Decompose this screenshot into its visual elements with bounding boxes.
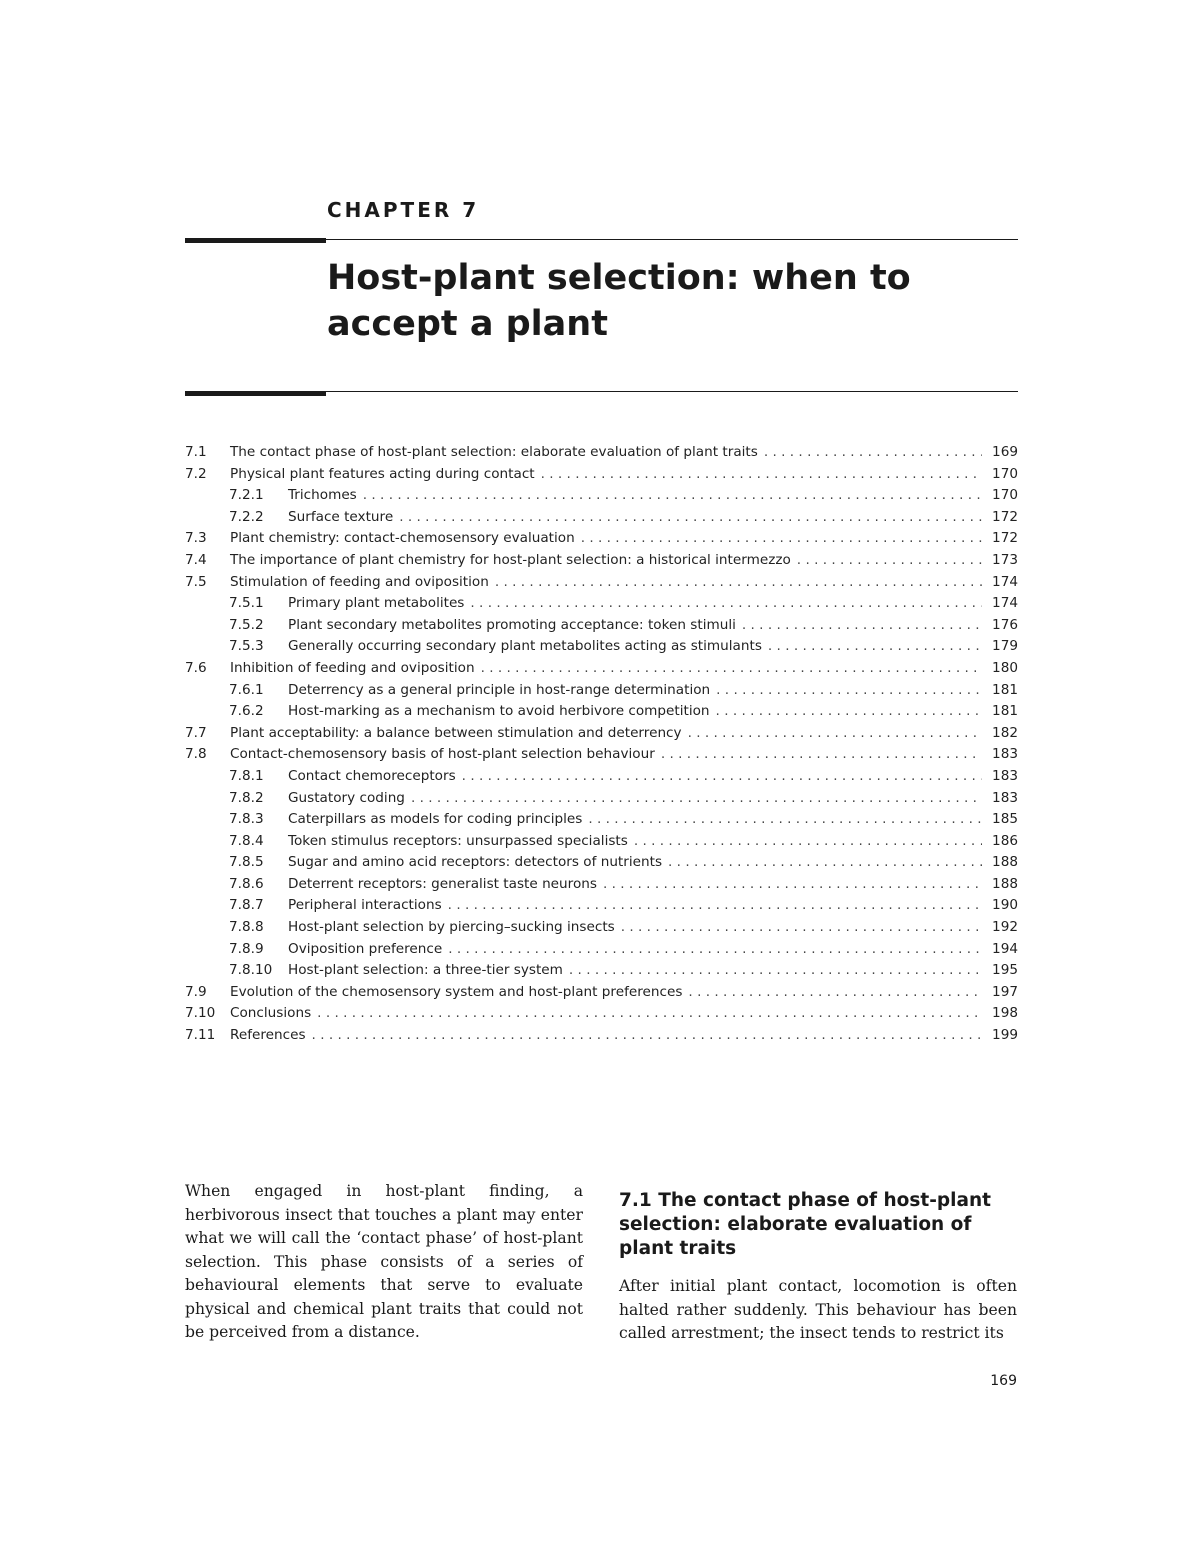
toc-entry-number: 7.5.3 — [229, 638, 264, 655]
toc-entry-title: References — [230, 1027, 306, 1044]
toc-entry-leader — [470, 595, 982, 611]
toc-entry-page: 198 — [992, 1005, 1018, 1022]
toc-entry-number: 7.2 — [185, 465, 207, 482]
toc-entry-page: 183 — [992, 767, 1018, 784]
toc-entry-leader — [448, 941, 982, 957]
toc-entry-page: 170 — [992, 465, 1018, 482]
toc-entry — [185, 466, 1018, 488]
toc-entry — [185, 682, 1018, 704]
section-paragraph: After initial plant contact, locomotion is often halted rather suddenly. This behaviour has been called arrestment; the insect tends to restrict its — [619, 1277, 1017, 1342]
toc-entry — [185, 746, 1018, 768]
toc-entry — [185, 444, 1018, 466]
toc-entry-page: 181 — [992, 703, 1018, 720]
toc-entry-title: Caterpillars as models for coding principles — [288, 811, 583, 828]
toc-entry-page: 180 — [992, 659, 1018, 676]
toc-entry-number: 7.10 — [185, 1005, 216, 1022]
toc-entry-leader — [768, 638, 982, 654]
toc-entry-leader — [797, 552, 982, 568]
toc-entry — [185, 790, 1018, 812]
toc-entry-number: 7.8.5 — [229, 854, 264, 871]
toc-entry-leader — [603, 876, 982, 892]
toc-entry-number: 7.11 — [185, 1027, 216, 1044]
toc-entry-title: Deterrency as a general principle in host-range determination — [288, 681, 711, 698]
toc-entry — [185, 703, 1018, 725]
toc-entry-number: 7.1 — [185, 444, 207, 460]
chapter-label: CHAPTER 7 — [327, 198, 480, 222]
toc-entry-number: 7.8.2 — [229, 789, 264, 806]
toc-entry-number: 7.8.8 — [229, 919, 264, 936]
toc-entry-leader — [448, 897, 982, 913]
toc-entry-page: 183 — [992, 746, 1018, 763]
chapter-title — [327, 255, 1017, 347]
toc-entry-leader — [581, 530, 982, 546]
toc-entry-page: 181 — [992, 681, 1018, 698]
toc-entry-leader — [621, 919, 982, 935]
rule-top-thin — [185, 239, 1018, 240]
toc-entry-number: 7.6.1 — [229, 681, 264, 698]
toc-entry-leader — [481, 660, 982, 676]
toc-entry-title: Peripheral interactions — [288, 897, 442, 914]
toc-entry-number: 7.8.3 — [229, 811, 264, 828]
toc-entry-page: 176 — [992, 616, 1018, 633]
toc-entry-page: 186 — [992, 832, 1018, 849]
toc-entry — [185, 1027, 1018, 1049]
toc-entry — [185, 487, 1018, 509]
toc-entry-page: 174 — [992, 595, 1018, 612]
toc-entry-title: Contact chemoreceptors — [288, 767, 456, 784]
toc-entry-page: 170 — [992, 487, 1018, 504]
toc-entry-number: 7.8 — [185, 746, 207, 763]
toc-entry-number: 7.6.2 — [229, 703, 264, 720]
toc-entry-number: 7.5.1 — [229, 595, 264, 612]
toc-entry-number: 7.2.1 — [229, 487, 264, 504]
toc-entry-page: 188 — [992, 875, 1018, 892]
toc-entry-page: 199 — [992, 1027, 1018, 1044]
toc-entry-page: 173 — [992, 551, 1018, 568]
toc-entry-title: Evolution of the chemosensory system and host-plant preferences — [230, 983, 683, 1000]
toc-entry-title: Contact-chemosensory basis of host-plant selection behaviour — [230, 746, 655, 763]
toc-entry-page: 183 — [992, 789, 1018, 806]
toc-entry-page: 195 — [992, 962, 1018, 979]
toc-entry — [185, 833, 1018, 855]
toc-entry-number: 7.8.1 — [229, 767, 264, 784]
chapter-title-line-1: Host-plant selection: when to — [327, 258, 911, 298]
toc-entry-page: 172 — [992, 530, 1018, 547]
toc-entry-leader — [541, 466, 982, 482]
toc-entry-title: Generally occurring secondary plant metabolites acting as stimulants — [288, 638, 762, 655]
toc-entry-number: 7.8.10 — [229, 962, 273, 979]
toc-entry-page: 190 — [992, 897, 1018, 914]
toc-entry-leader — [399, 509, 982, 525]
toc-entry-title: Host-plant selection by piercing–sucking insects — [288, 919, 615, 936]
toc-entry-title: Token stimulus receptors: unsurpassed specialists — [288, 832, 628, 849]
toc-entry — [185, 876, 1018, 898]
toc-entry-number: 7.2.2 — [229, 508, 264, 525]
toc-entry-number: 7.4 — [185, 551, 207, 568]
toc-entry-page: 169 — [992, 444, 1018, 460]
toc-entry-title: Gustatory coding — [288, 789, 405, 806]
toc-entry-leader — [668, 854, 982, 870]
toc-entry-leader — [688, 725, 982, 741]
section-heading: 7.1 The contact phase of host-plant selection: elaborate evaluation of plant traits — [619, 1190, 992, 1259]
toc-entry-title: Sugar and amino acid receptors: detectors of nutrients — [288, 854, 663, 871]
toc-entry-leader — [411, 790, 982, 806]
page-number: 169 — [990, 1373, 1017, 1389]
toc-entry-title: Inhibition of feeding and oviposition — [230, 659, 475, 676]
toc-entry-number: 7.5.2 — [229, 616, 264, 633]
toc-entry-page: 192 — [992, 919, 1018, 936]
toc-entry-leader — [634, 833, 982, 849]
toc-entry-title: Plant chemistry: contact-chemosensory evaluation — [230, 530, 575, 547]
toc-entry-number: 7.5 — [185, 573, 207, 590]
toc-entry-page: 197 — [992, 983, 1018, 1000]
toc-entry — [185, 530, 1018, 552]
toc-entry-title: Oviposition preference — [288, 940, 443, 957]
toc-entry-leader — [661, 746, 982, 762]
toc-entry-leader — [716, 703, 982, 719]
toc-entry-title: Deterrent receptors: generalist taste neurons — [288, 875, 597, 892]
toc-entry — [185, 617, 1018, 639]
rule-bottom-thin — [185, 391, 1018, 392]
toc-entry-leader — [495, 574, 982, 590]
toc-entry-title: The importance of plant chemistry for host-plant selection: a historical intermezzo — [230, 551, 791, 568]
toc-entry-title: Plant secondary metabolites promoting acceptance: token stimuli — [288, 616, 736, 633]
toc-entry-leader — [569, 962, 982, 978]
toc-entry-page: 179 — [992, 638, 1018, 655]
toc-entry-title: Trichomes — [288, 487, 357, 504]
toc-entry-number: 7.8.6 — [229, 875, 264, 892]
toc-entry — [185, 854, 1018, 876]
toc-entry-number: 7.3 — [185, 530, 207, 547]
toc-entry-title: Plant acceptability: a balance between stimulation and deterrency — [230, 724, 682, 741]
chapter-title-line-2: accept a plant — [327, 304, 608, 344]
toc-entry — [185, 919, 1018, 941]
toc-entry-number: 7.8.9 — [229, 940, 264, 957]
toc-entry-leader — [764, 444, 982, 460]
toc-entry — [185, 574, 1018, 596]
toc-entry-title: The contact phase of host-plant selection: elaborate evaluation of plant traits — [230, 444, 758, 460]
toc-entry-title: Host-marking as a mechanism to avoid herbivore competition — [288, 703, 710, 720]
toc-entry-leader — [588, 811, 982, 827]
toc-entry-leader — [312, 1027, 982, 1043]
toc-entry — [185, 595, 1018, 617]
toc-entry — [185, 811, 1018, 833]
intro-paragraph: When engaged in host-plant finding, a herbivorous insect that touches a plant may enter what we will call the ‘contact phase’ of host-plant selection. This phase consists of a series of behavioural elements that serve to evaluate physical and chemical plant traits that could not be perceived from a distance. — [185, 1182, 583, 1341]
toc-entry-leader — [716, 682, 982, 698]
toc-entry-leader — [742, 617, 982, 633]
toc-entry-number: 7.6 — [185, 659, 207, 676]
toc-entry-page: 188 — [992, 854, 1018, 871]
toc-entry-title: Host-plant selection: a three-tier system — [288, 962, 563, 979]
toc-entry — [185, 984, 1018, 1006]
toc-entry-title: Conclusions — [230, 1005, 312, 1022]
toc-entry — [185, 509, 1018, 531]
toc-entry-leader — [317, 1005, 982, 1021]
toc-entry-leader — [363, 487, 982, 503]
toc-entry-number: 7.8.7 — [229, 897, 264, 914]
toc-entry-page: 185 — [992, 811, 1018, 828]
toc-entry — [185, 768, 1018, 790]
toc-entry — [185, 962, 1018, 984]
toc-entry-title: Primary plant metabolites — [288, 595, 465, 612]
toc-entry-number: 7.8.4 — [229, 832, 264, 849]
toc-entry-title: Surface texture — [288, 508, 394, 525]
toc-entry-page: 182 — [992, 724, 1018, 741]
toc-entry-page: 194 — [992, 940, 1018, 957]
toc-entry-leader — [688, 984, 982, 1000]
toc-entry-number: 7.7 — [185, 724, 207, 741]
toc-entry — [185, 552, 1018, 574]
toc-entry — [185, 660, 1018, 682]
toc-entry — [185, 638, 1018, 660]
toc-entry-title: Physical plant features acting during contact — [230, 465, 535, 482]
toc-entry-title: Stimulation of feeding and oviposition — [230, 573, 489, 590]
toc-entry-page: 174 — [992, 573, 1018, 590]
toc-entry-page: 172 — [992, 508, 1018, 525]
toc-entry — [185, 1005, 1018, 1027]
toc-entry-number: 7.9 — [185, 983, 207, 1000]
table-of-contents — [185, 444, 1018, 1049]
toc-entry-leader — [462, 768, 982, 784]
toc-entry — [185, 725, 1018, 747]
toc-entry — [185, 941, 1018, 963]
toc-entry — [185, 897, 1018, 919]
